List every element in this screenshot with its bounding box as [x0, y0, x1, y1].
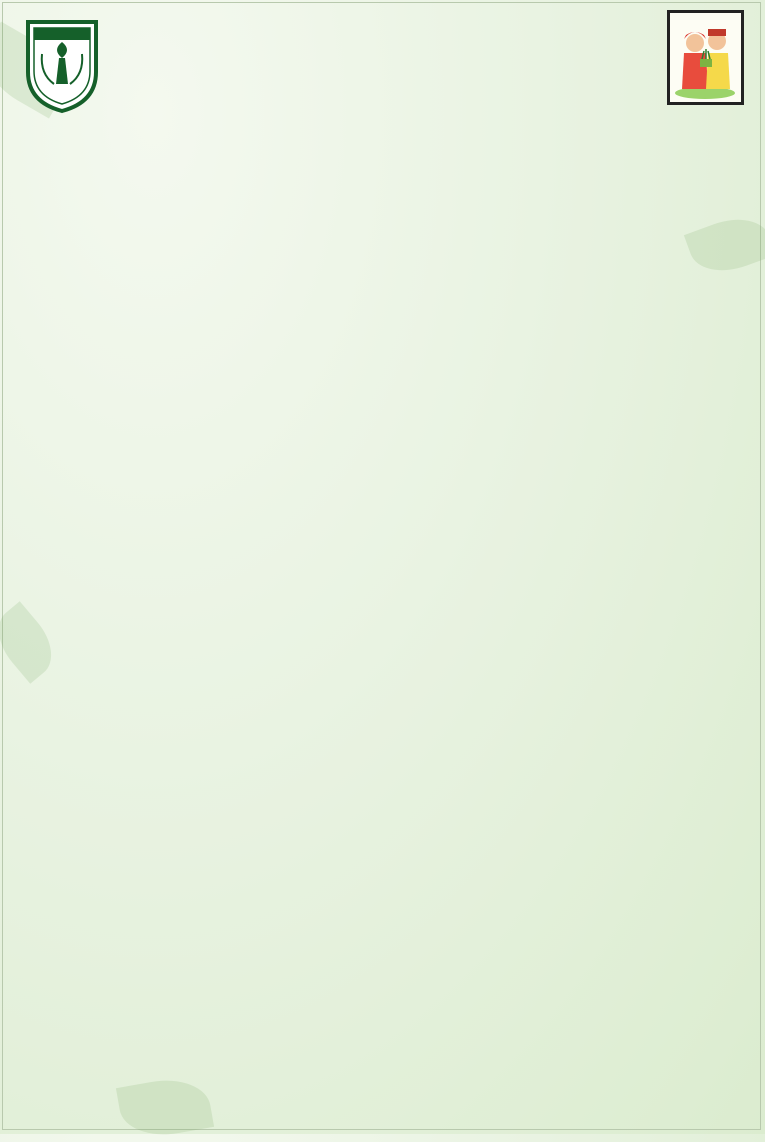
harela-emblem-image — [667, 10, 744, 105]
page-border — [2, 2, 761, 1130]
page-header — [150, 12, 615, 31]
school-logo — [22, 14, 102, 114]
